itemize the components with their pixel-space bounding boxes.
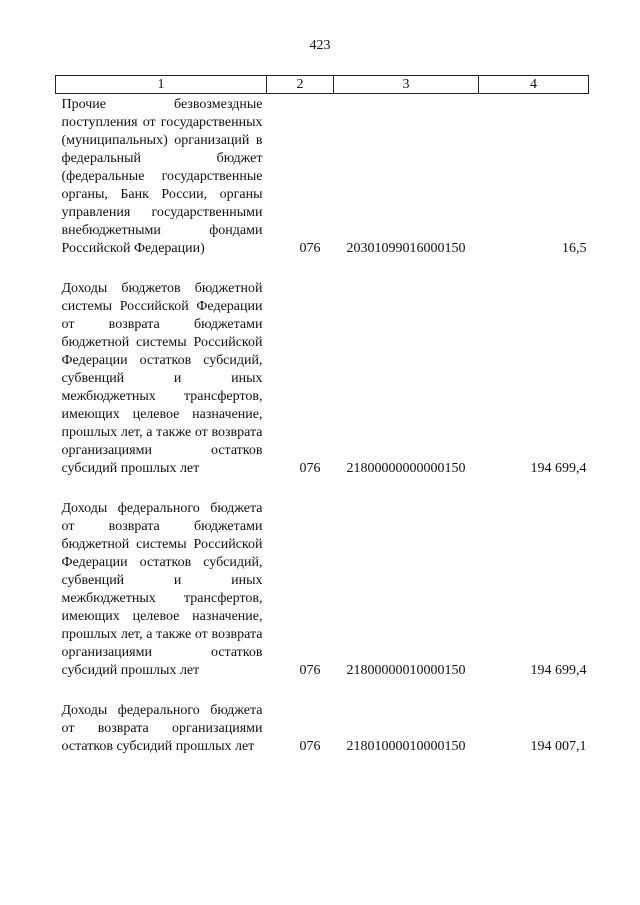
row-amount: 194 007,1 [530, 739, 587, 754]
header-col-4: 4 [479, 76, 589, 94]
row-amount: 194 699,4 [530, 461, 587, 476]
table-row [56, 280, 589, 478]
row-classification-code: 21801000010000150 [346, 739, 466, 754]
budget-revenue-table [55, 75, 589, 756]
row-description: Доходы федерального бюджета от возврата организациями остатков субсидий прошлых лет [61, 703, 263, 754]
row-description: Прочие безвозмездные поступления от государственных (муниципальных) организаций в федеральный бюджет (федеральные государственные органы, Банк России, органы управления государственными внебюджетными фондами Российской Федерации) [61, 97, 263, 256]
row-classification-code: 21800000010000150 [346, 663, 466, 678]
table-row [56, 702, 589, 756]
row-description: Доходы федерального бюджета от возврата бюджетами бюджетной системы Российской Федерации остатков субсидий, субвенций и иных межбюджетных трансфертов, имеющих целевое назначение, прошлых лет, а также от возврата организациями остатков субсидий прошлых лет [61, 501, 263, 678]
header-col-2: 2 [267, 76, 334, 94]
row-admin-code: 076 [299, 241, 321, 256]
row-description: Доходы бюджетов бюджетной системы Российской Федерации от возврата бюджетами бюджетной системы Российской Федерации остатков субсидий, субвенций и иных межбюджетных трансфертов, имеющих целевое назначение, прошлых лет, а также от возврата организациями остатков субсидий прошлых лет [61, 281, 263, 476]
header-col-1: 1 [56, 76, 267, 94]
row-classification-code: 21800000000000150 [346, 461, 466, 476]
row-classification-code: 20301099016000150 [346, 241, 466, 256]
table-body [56, 94, 589, 757]
row-spacer [56, 680, 589, 702]
row-amount: 194 699,4 [530, 663, 587, 678]
table-row [56, 94, 589, 259]
row-admin-code: 076 [299, 739, 321, 754]
row-spacer [56, 258, 589, 280]
header-row [56, 76, 589, 94]
header-col-3: 3 [334, 76, 479, 94]
table-header [56, 76, 589, 94]
row-amount: 16,5 [562, 241, 587, 256]
row-admin-code: 076 [299, 461, 321, 476]
row-spacer [56, 478, 589, 500]
page-number: 423 [309, 38, 331, 53]
row-admin-code: 076 [299, 663, 321, 678]
table-row [56, 500, 589, 680]
